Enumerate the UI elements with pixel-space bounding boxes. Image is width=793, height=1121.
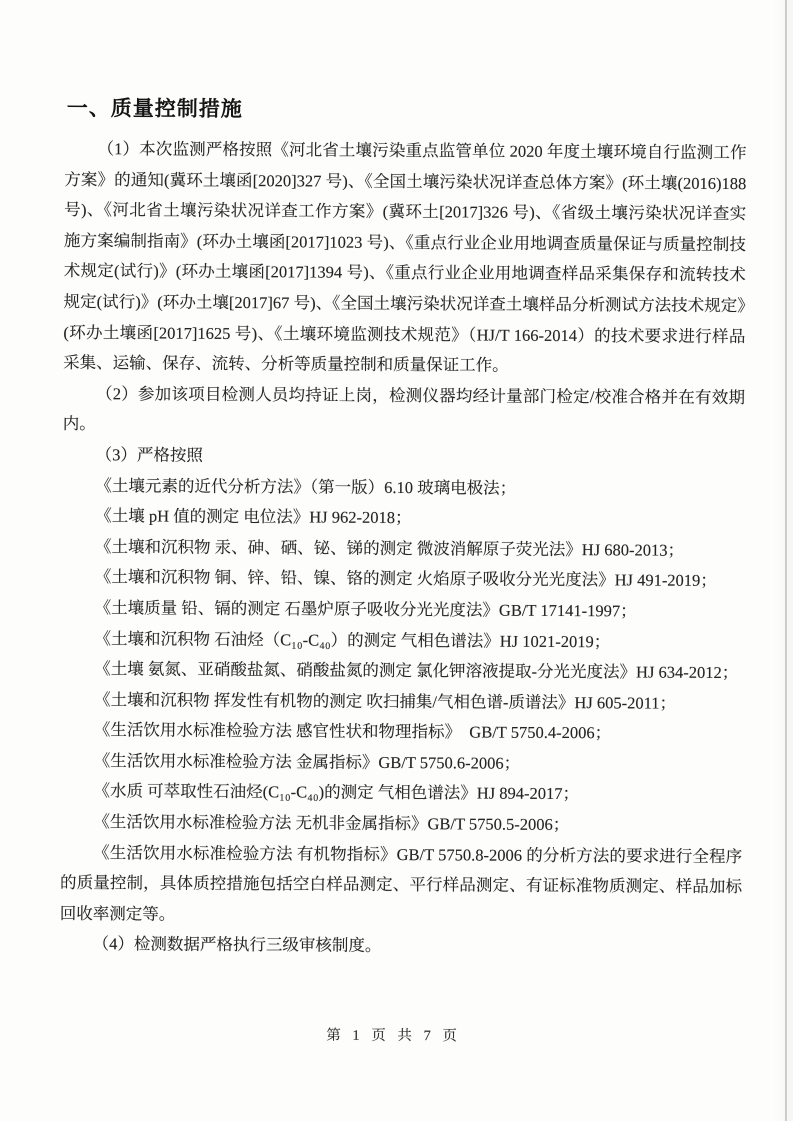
method-line-drinking-water-sensory: 《生活饮用水标准检验方法 感官性状和物理指标》 GB/T 5750.4-2006；: [93, 720, 612, 743]
method-line-water-petroleum-hydrocarbons: 《水质 可萃取性石油烃(C₁₀-C₄₀)的测定 气相色谱法》HJ 894-2017；: [93, 781, 580, 804]
method-line-volatile-organics: 《土壤和沉积物 挥发性有机物的测定 吹扫捕集/气相色谱-质谱法》HJ 605-2011；: [94, 689, 677, 713]
method-line-lead-cadmium: 《土壤质量 铅、镉的测定 石墨炉原子吸收分光光度法》GB/T 17141-1997；: [94, 598, 637, 621]
method-line-ammonia-nitrogen: 《土壤 氨氮、亚硝酸盐氮、硝酸盐氮的测定 氯化钾溶液提取-分光光度法》HJ 634-2012；: [94, 659, 739, 683]
method-line-mercury-arsenic: 《土壤和沉积物 汞、砷、硒、铋、锑的测定 微波消解原子荧光法》HJ 680-2013；: [95, 536, 685, 560]
paragraph-strict-accordance: （3）严格按照: [95, 445, 203, 465]
paragraph-personnel-certification: （2）参加该项目检测人员均持证上岗，检测仪器均经计量部门检定/校准合格并在有效期内。: [62, 383, 746, 434]
document-body: [60, 94, 747, 964]
paragraph-monitoring-basis: （1）本次监测严格按照《河北省土壤污染重点监管单位 2020 年度土壤环境自行监测工作方案》的通知(冀环土壤函[2020]327 号)、《全国土壤污染状况详查总体方案》(环土壤(2016)188 号)、《河北省土壤污染状况详查工作方案》(冀环土[2017]326 号)、《省级土壤污染状况详查实施方案编制指南》(环办土壤函[2017]1023 号)、《重点行业企业用地调查质量保证与质量控制技术规定(试行)》(环办土壤函[2017]1394 号)、《重点行业企业用地调查样品采集保存和流转技术规定(试行)》(环办土壤[2017]67 号)、《全国土壤污染状况详查土壤样品分析测试方法技术规定》(环办土壤函[2017]1625 号)、《土壤环境监测技术规范》（HJ/T 166-2014）的技术要求进行样品采集、运输、保存、流转、分析等质量控制和质量保证工作。: [63, 139, 747, 375]
paragraph-three-level-review: （4）检测数据严格执行三级审核制度。: [92, 934, 382, 956]
section-heading: 一、质量控制措施: [66, 95, 243, 122]
method-line-copper-zinc-lead: 《土壤和沉积物 铜、锌、铅、镍、铬的测定 火焰原子吸收分光光度法》HJ 491-2019；: [94, 567, 717, 591]
method-line-soil-elements-analysis: 《土壤元素的近代分析方法》（第一版）6.10 玻璃电极法；: [95, 475, 517, 498]
method-line-drinking-water-inorganic: 《生活饮用水标准检验方法 无机非金属指标》GB/T 5750.5-2006；: [93, 812, 570, 835]
method-line-drinking-water-metals: 《生活饮用水标准检验方法 金属指标》GB/T 5750.6-2006；: [93, 751, 521, 773]
method-line-petroleum-hydrocarbons-soil: 《土壤和沉积物 石油烃（C₁₀-C₄₀）的测定 气相色谱法》HJ 1021-2019；: [94, 628, 611, 651]
paragraph-qc-procedures: 《生活饮用水标准检验方法 有机物指标》GB/T 5750.8-2006 的分析方法的要求进行全程序的质量控制，具体质控措施包括空白样品测定、平行样品测定、有证标准物质测定、样品加标回收率测定等。: [59, 842, 743, 924]
page-number-footer: 第 1 页 共 7 页: [326, 1027, 461, 1045]
method-line-soil-ph: 《土壤 pH 值的测定 电位法》HJ 962-2018；: [95, 506, 412, 528]
